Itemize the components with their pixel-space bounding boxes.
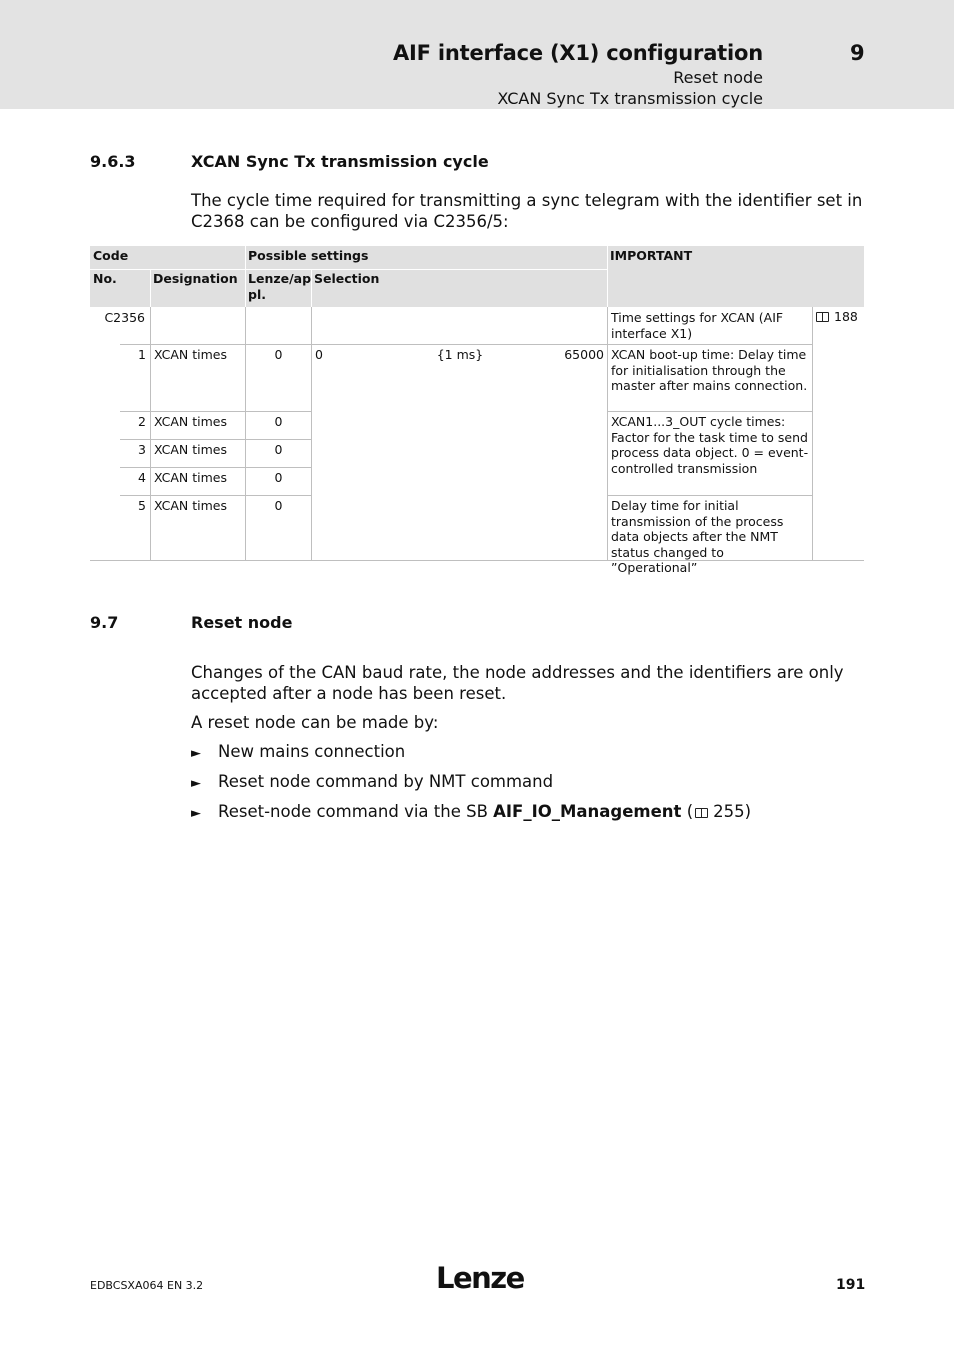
parameter-table: [90, 246, 864, 575]
selection-max: 65000: [564, 347, 604, 362]
header-selection: Selection: [311, 269, 607, 307]
chapter-number: 9: [850, 41, 865, 65]
row-designation: XCAN times: [154, 470, 228, 485]
header-designation: Designation: [150, 269, 245, 307]
section-number: 9.6.3: [90, 152, 136, 171]
info-initial-delay: Delay time for initial transmission of the process data objects after the NMT status changed to ”Operational”: [611, 498, 784, 575]
row-lenze: 0: [274, 347, 283, 362]
page-reference: [813, 307, 864, 329]
header-subtitle-xcan: XCAN Sync Tx transmission cycle: [497, 89, 763, 108]
bullet-arrow-icon: ►: [191, 806, 201, 821]
header-important: IMPORTANT: [607, 246, 864, 307]
row-no: 5: [138, 498, 146, 513]
selection-unit: {1 ms}: [436, 347, 484, 362]
lenze-logo: Lenze: [436, 1261, 524, 1295]
code-c2356: C2356: [104, 310, 145, 325]
header-subtitle-reset-node: Reset node: [673, 68, 763, 87]
header-lenze-appl: Lenze/ap pl.: [245, 269, 311, 307]
row-lenze: 0: [274, 498, 283, 513]
section-number: 9.7: [90, 613, 119, 632]
header-code: Code: [90, 246, 245, 269]
section-intro: The cycle time required for transmitting a sync telegram with the identifier set in C2368 can be configured via C2356/5:: [191, 191, 863, 231]
reset-node-paragraph: Changes of the CAN baud rate, the node addresses and the identifiers are only accepted after a node has been reset.: [191, 663, 844, 703]
info-bootup-time: XCAN boot-up time: Delay time for initialisation through the master after mains connection.: [611, 347, 808, 393]
header-title: AIF interface (X1) configuration: [392, 41, 763, 65]
page-number: 191: [836, 1277, 866, 1293]
reset-node-lead: A reset node can be made by:: [191, 713, 439, 732]
code-info: Time settings for XCAN (AIF interface X1): [611, 310, 784, 341]
book-icon: [816, 312, 829, 322]
info-cycle-times: XCAN1...3_OUT cycle times: Factor for the task time to send process data object. 0 = event-controlled transmission: [611, 414, 809, 476]
row-designation: XCAN times: [154, 442, 228, 457]
row-designation: XCAN times: [154, 414, 228, 429]
row-no: 1: [138, 347, 146, 362]
header-possible-settings: Possible settings: [245, 246, 607, 269]
row-lenze: 0: [274, 414, 283, 429]
selection-min: 0: [315, 347, 323, 362]
row-no: 3: [138, 442, 146, 457]
row-designation: XCAN times: [154, 347, 228, 362]
row-lenze: 0: [274, 470, 283, 485]
row-lenze: 0: [274, 442, 283, 457]
list-item: ► Reset-node command via the SB AIF_IO_Management ( 255): [191, 802, 752, 821]
row-no: 4: [138, 470, 146, 485]
header-no: No.: [90, 269, 150, 307]
sb-name: AIF_IO_Management: [493, 802, 682, 821]
bullet-arrow-icon: ►: [191, 746, 201, 761]
section-title: XCAN Sync Tx transmission cycle: [191, 152, 489, 171]
book-icon: [695, 808, 708, 818]
link-page-255[interactable]: 255: [713, 802, 745, 821]
section-title: Reset node: [191, 613, 293, 632]
document-id: EDBCSXA064 EN 3.2: [90, 1279, 204, 1292]
list-item: ► New mains connection: [191, 742, 406, 761]
page-reference-number: 188: [834, 309, 858, 324]
bullet-arrow-icon: ►: [191, 776, 201, 791]
row-no: 2: [138, 414, 146, 429]
list-item: ► Reset node command by NMT command: [191, 772, 554, 791]
row-designation: XCAN times: [154, 498, 228, 513]
